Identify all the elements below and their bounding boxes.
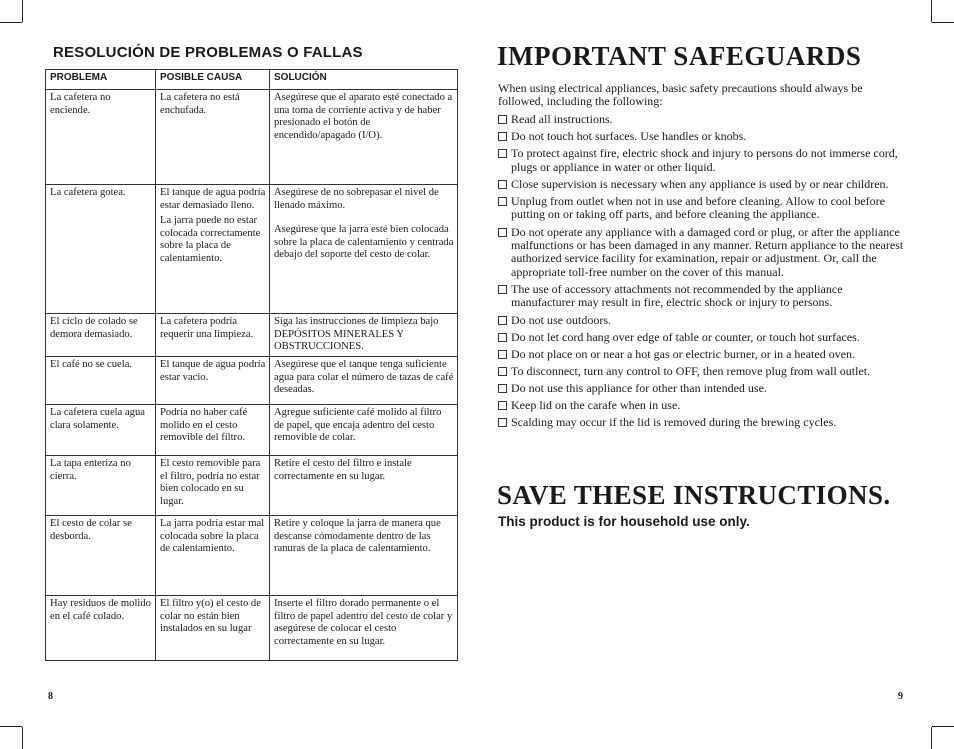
column-header-problem: PROBLEMA bbox=[46, 70, 156, 90]
list-item bbox=[498, 113, 908, 126]
list-item bbox=[498, 147, 908, 174]
problem-cell: La cafetera gotea. bbox=[46, 185, 156, 314]
list-item-text: Do not use this appliance for other than intended use. bbox=[511, 381, 767, 396]
checkbox-square-icon bbox=[498, 418, 507, 427]
list-item bbox=[498, 178, 908, 191]
page-number-left: 8 bbox=[48, 691, 53, 702]
list-item-text: Do not touch hot surfaces. Use handles or knobs. bbox=[511, 129, 747, 144]
table-row bbox=[46, 357, 458, 405]
solution-text: Retire y coloque la jarra de manera que descanse cómodamente dentro de las ranuras de la placa de calentamiento. bbox=[274, 518, 441, 554]
list-item-text: Do not operate any appliance with a damaged cord or plug, or after the appliance malfunctions or has been damaged in any manner. Return appliance to the nearest authorized service facility for examination, repair or adjustment. Or, call the appropriate toll-free number on the cover of this manual. bbox=[511, 224, 904, 279]
crop-mark bbox=[0, 726, 22, 727]
crop-mark bbox=[931, 0, 932, 22]
list-item bbox=[498, 314, 908, 327]
solution-text: Agregue suficiente café molido al filtro de papel, que encaja adentro del cesto removible de colar. bbox=[274, 407, 442, 443]
solution-cell bbox=[270, 185, 458, 314]
solution-text: Asegúrese que el tanque tenga suficiente agua para colar el número de tazas de café deseadas. bbox=[274, 359, 454, 395]
list-item bbox=[498, 416, 908, 429]
checkbox-square-icon bbox=[498, 132, 507, 141]
table-row bbox=[46, 516, 458, 596]
checkbox-square-icon bbox=[498, 401, 507, 410]
list-item bbox=[498, 130, 908, 143]
cause-cell bbox=[156, 405, 270, 456]
list-item bbox=[498, 283, 908, 310]
cause-text: La cafetera podría requerir una limpieza. bbox=[160, 316, 254, 340]
cause-cell bbox=[156, 357, 270, 405]
list-item-text: Do not use outdoors. bbox=[511, 312, 611, 327]
solution-cell bbox=[270, 456, 458, 516]
cause-cell bbox=[156, 185, 270, 314]
list-item-text: Do not place on or near a hot gas or electric burner, or in a heated oven. bbox=[511, 346, 856, 361]
table-row bbox=[46, 314, 458, 357]
solution-text: Asegúrese que el aparato esté conectado a una toma de corriente activa y de haber presionado el botón de encendido/apagado (I/O). bbox=[274, 92, 453, 141]
checkbox-square-icon bbox=[498, 149, 507, 158]
list-item bbox=[498, 195, 908, 222]
list-item-text: Do not let cord hang over edge of table or counter, or touch hot surfaces. bbox=[511, 329, 860, 344]
troubleshooting-table bbox=[45, 69, 458, 661]
column-header-cause: POSIBLE CAUSA bbox=[156, 70, 270, 90]
checkbox-square-icon bbox=[498, 316, 507, 325]
cause-text: El filtro y(o) el cesto de colar no están bien instalados en su lugar bbox=[160, 598, 261, 634]
crop-mark bbox=[931, 727, 932, 749]
solution-text: Retire el cesto del filtro e instale correctamente en su lugar. bbox=[274, 458, 412, 482]
table-header-row bbox=[46, 70, 458, 90]
problem-cell: El café no se cuela. bbox=[46, 357, 156, 405]
solution-text: Inserte el filtro dorado permanente o el filtro de papel adentro del cesto de colar y asegúrese de colocar el cesto correctamente en su lugar. bbox=[274, 598, 453, 647]
solution-cell bbox=[270, 90, 458, 185]
checkbox-square-icon bbox=[498, 384, 507, 393]
problem-cell: Hay residuos de molido en el café colado. bbox=[46, 596, 156, 661]
table-row bbox=[46, 90, 458, 185]
list-item bbox=[498, 382, 908, 395]
list-item bbox=[498, 226, 908, 280]
checkbox-square-icon bbox=[498, 228, 507, 237]
solution-cell bbox=[270, 596, 458, 661]
crop-mark bbox=[22, 0, 23, 22]
cause-cell bbox=[156, 314, 270, 357]
crop-mark bbox=[932, 726, 954, 727]
household-use-note: This product is for household use only. bbox=[498, 514, 750, 529]
checkbox-square-icon bbox=[498, 180, 507, 189]
crop-mark bbox=[932, 22, 954, 23]
cause-text: La jarra puede no estar colocada correctamente sobre la placa de calentamiento. bbox=[160, 215, 261, 264]
list-item-text: The use of accessory attachments not recommended by the appliance manufacturer may result in fire, electric shock or injury to persons. bbox=[511, 281, 843, 310]
solution-cell bbox=[270, 314, 458, 357]
troubleshooting-title: RESOLUCIÓN DE PROBLEMAS O FALLAS bbox=[53, 44, 363, 61]
solution-cell bbox=[270, 516, 458, 596]
checkbox-square-icon bbox=[498, 350, 507, 359]
cause-text: El tanque de agua podría estar vacío. bbox=[160, 359, 266, 383]
cause-cell bbox=[156, 596, 270, 661]
column-header-solution: SOLUCIÓN bbox=[270, 70, 458, 90]
table-row bbox=[46, 596, 458, 661]
checkbox-square-icon bbox=[498, 333, 507, 342]
list-item bbox=[498, 365, 908, 378]
list-item bbox=[498, 348, 908, 361]
table-row bbox=[46, 185, 458, 314]
cause-text: Podría no haber café molido en el cesto removible del filtro. bbox=[160, 407, 248, 443]
list-item bbox=[498, 399, 908, 412]
cause-cell bbox=[156, 456, 270, 516]
cause-cell bbox=[156, 90, 270, 185]
table-row bbox=[46, 456, 458, 516]
checkbox-square-icon bbox=[498, 367, 507, 376]
list-item-text: Keep lid on the carafe when in use. bbox=[511, 398, 681, 413]
crop-mark bbox=[0, 22, 22, 23]
safeguards-title: IMPORTANT SAFEGUARDS bbox=[497, 41, 862, 71]
safeguards-intro: When using electrical appliances, basic safety precautions should always be followed, including the following: bbox=[498, 81, 863, 109]
problem-cell: El ciclo de colado se demora demasiado. bbox=[46, 314, 156, 357]
list-item-text: To disconnect, turn any control to OFF, then remove plug from wall outlet. bbox=[511, 364, 871, 378]
list-item bbox=[498, 331, 908, 344]
problem-cell: La tapa enteriza no cierra. bbox=[46, 456, 156, 516]
crop-mark bbox=[22, 727, 23, 749]
solution-text: Siga las instrucciones de limpieza bajo DEPÓSITOS MINERALES Y OBSTRUCCIONES. bbox=[274, 316, 439, 352]
solution-cell bbox=[270, 357, 458, 405]
list-item-text: Scalding may occur if the lid is removed during the brewing cycles. bbox=[511, 415, 837, 430]
list-item-text: To protect against fire, electric shock and injury to persons do not immerse cord, plugs or appliance in water or other liquid. bbox=[511, 146, 898, 174]
save-instructions-title: SAVE THESE INSTRUCTIONS. bbox=[497, 480, 891, 510]
checkbox-square-icon bbox=[498, 285, 507, 294]
checkbox-square-icon bbox=[498, 115, 507, 124]
table-row bbox=[46, 405, 458, 456]
page-number-right: 9 bbox=[898, 691, 903, 702]
cause-text: El tanque de agua podría estar demasiado lleno. bbox=[160, 187, 266, 211]
cause-text: La jarra podría estar mal colocada sobre la placa de calentamiento. bbox=[160, 518, 265, 554]
cause-cell bbox=[156, 516, 270, 596]
list-item-text: Unplug from outlet when not in use and before cleaning. Allow to cool before putting on or taking off parts, and before cleaning the appliance. bbox=[511, 194, 885, 222]
solution-text: Asegúrese que la jarra esté bien colocada sobre la placa de calentamiento y centrada debajo del soporte del cesto de colar. bbox=[274, 224, 454, 260]
problem-cell: La cafetera no enciende. bbox=[46, 90, 156, 185]
checkbox-square-icon bbox=[498, 197, 507, 206]
safeguards-list bbox=[498, 113, 908, 434]
problem-cell: El cesto de colar se desborda. bbox=[46, 516, 156, 596]
table-body bbox=[46, 90, 458, 661]
list-item-text: Close supervision is necessary when any appliance is used by or near children. bbox=[511, 176, 889, 191]
problem-cell: La cafetera cuela agua clara solamente. bbox=[46, 405, 156, 456]
list-item-text: Read all instructions. bbox=[511, 112, 613, 126]
solution-cell bbox=[270, 405, 458, 456]
cause-text: El cesto removible para el filtro, podría no estar bien colocado en su lugar. bbox=[160, 458, 261, 507]
cause-text: La cafetera no está enchufada. bbox=[160, 92, 240, 116]
solution-text: Asegúrese de no sobrepasar el nivel de llenado máximo. bbox=[274, 187, 439, 211]
